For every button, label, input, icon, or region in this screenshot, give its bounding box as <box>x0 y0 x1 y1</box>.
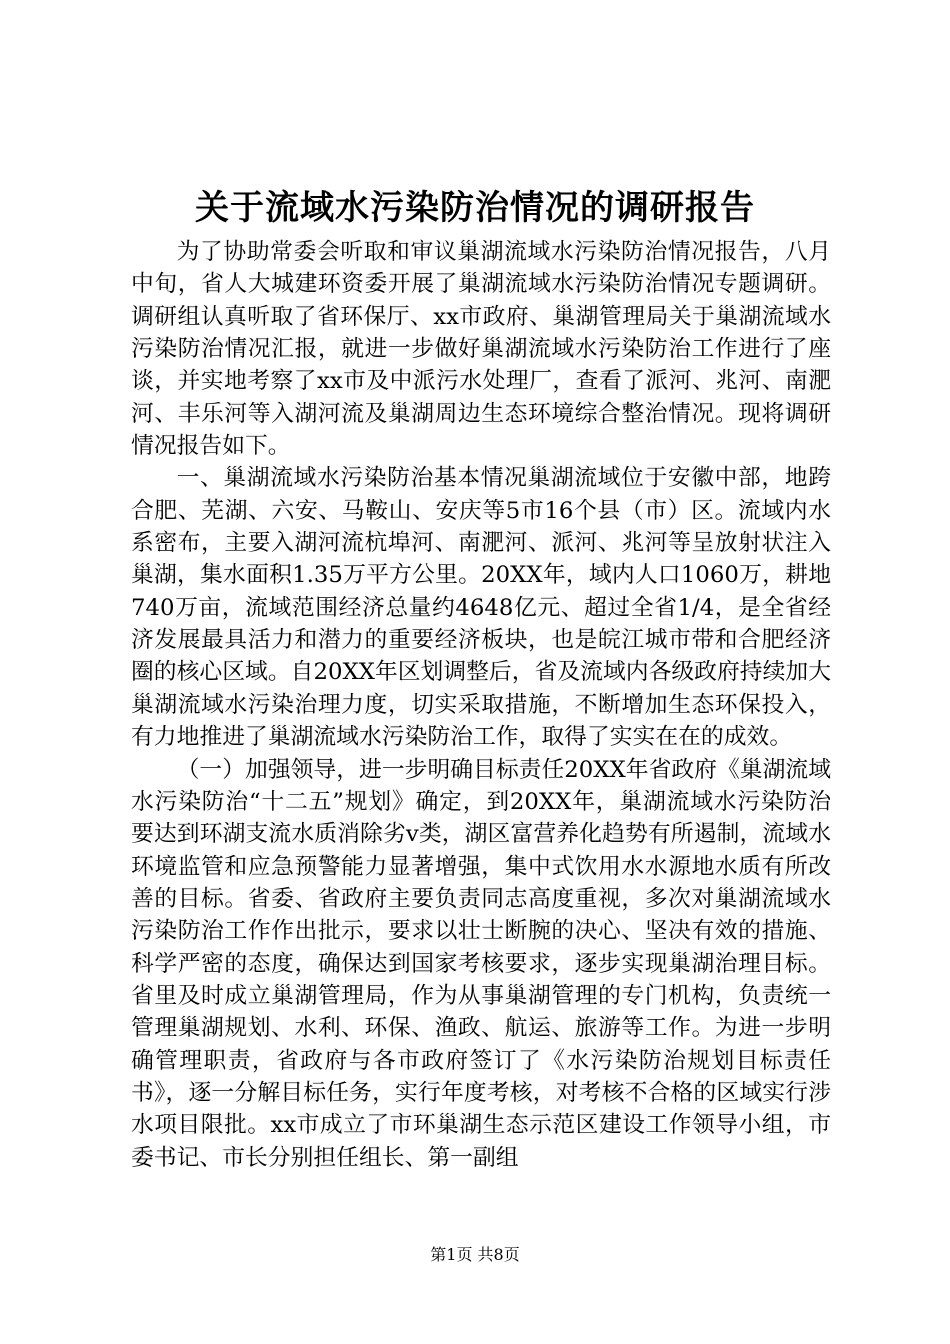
paragraph-intro: 为了协助常委会听取和审议巢湖流域水污染防治情况报告，八月中旬，省人大城建环资委开展了巢湖流域水污染防治情况专题调研。调研组认真听取了省环保厅、xx市政府、巢湖管理局关于巢湖流域水污染防治情况汇报，就进一步做好巢湖流域水污染防治工作进行了座谈，并实地考察了xx市及中派污水处理厂，查看了派河、兆河、南淝河、丰乐河等入湖河流及巢湖周边生态环境综合整治情况。现将调研情况报告如下。 <box>131 239 831 460</box>
document-title: 关于流域水污染防治情况的调研报告 <box>195 188 755 228</box>
document-body <box>131 236 831 1174</box>
paragraph-leadership: （一）加强领导，进一步明确目标责任20XX年省政府《巢湖流域水污染防治“十二五”规划》确定，到20XX年，巢湖流域水污染防治要达到环湖支流水质消除劣v类，湖区富营养化趋势有所遏制，流域水环境监管和应急预警能力显著增强，集中式饮用水水源地水质有所改善的目标。省委、省政府主要负责同志高度重视，多次对巢湖流域水污染防治工作作出批示，要求以壮士断腕的决心、坚决有效的措施、科学严密的态度，确保达到国家考核要求，逐步实现巢湖治理目标。省里及时成立巢湖管理局，作为从事巢湖管理的专门机构，负责统一管理巢湖规划、水利、环保、渔政、航运、旅游等工作。为进一步明确管理职责，省政府与各市政府签订了《水污染防治规划目标责任书》，逐一分解目标任务，实行年度考核，对考核不合格的区域实行涉水项目限批。xx市成立了市环巢湖生态示范区建设工作领导小组，市委书记、市长分别担任组长、第一副组 <box>131 756 831 1171</box>
page-footer: 第1页 共8页 <box>430 1245 520 1264</box>
paragraph-basic-situation: 一、巢湖流域水污染防治基本情况巢湖流域位于安徽中部，地跨合肥、芜湖、六安、马鞍山、安庆等5市16个县（市）区。流域内水系密布，主要入湖河流杭埠河、南淝河、派河、兆河等呈放射状注入巢湖，集水面积1.35万平方公里。20XX年，域内人口1060万，耕地740万亩，流域范围经济总量约4648亿元、超过全省1/4，是全省经济发展最具活力和潜力的重要经济板块，也是皖江城市带和合肥经济圈的核心区域。自20XX年区划调整后，省及流域内各级政府持续加大巢湖流域水污染治理力度，切实采取措施，不断增加生态环保投入，有力地推进了巢湖流域水污染防治工作，取得了实实在在的成效。 <box>131 465 831 751</box>
